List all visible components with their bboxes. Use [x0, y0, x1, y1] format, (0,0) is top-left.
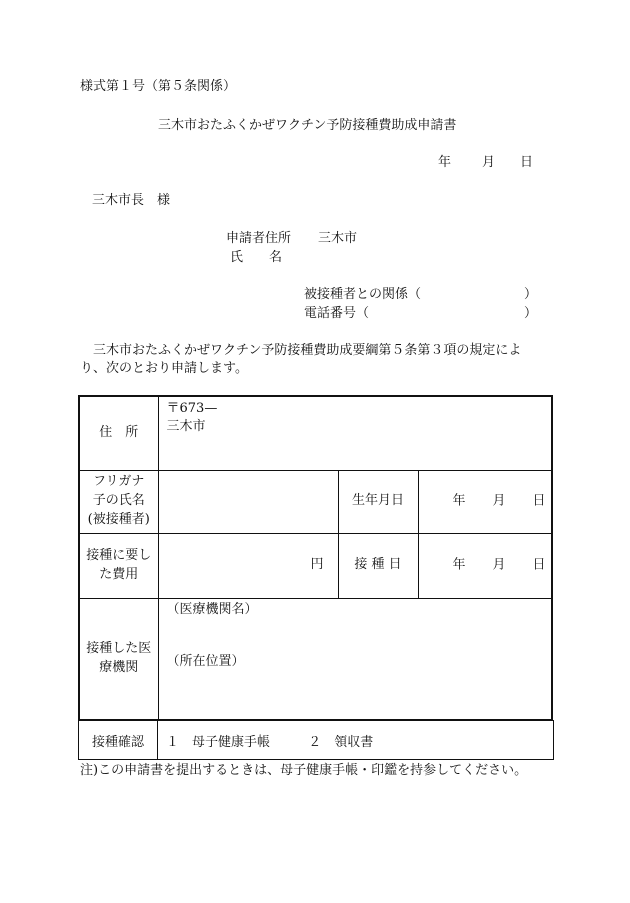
- hospital-label: [79, 598, 158, 720]
- hospital-label-line1: 接種した医: [86, 640, 152, 656]
- confirmation-row: [79, 721, 554, 760]
- child-name-label: [79, 470, 158, 533]
- address-label: 住 所: [79, 396, 158, 470]
- birthdate-label: 生年月日: [338, 470, 418, 533]
- body-text-line1: 三木市おたふくかぜワクチン予防接種費助成要綱第５条第３項の規定によ: [80, 343, 522, 358]
- footnote: 注)この申請書を提出するときは、母子健康手帳・印鑑を持参してください。: [80, 763, 528, 778]
- date-day: 日: [520, 155, 534, 170]
- confirmation-options: [158, 721, 554, 760]
- birthdate-field[interactable]: [418, 470, 552, 533]
- birth-year: 年: [452, 493, 466, 509]
- hospital-name-label: （医療機関名）: [166, 601, 258, 617]
- cost-label-line1: 接種に要し: [86, 547, 152, 563]
- cost-row: [79, 533, 552, 598]
- form-number: 様式第１号（第５条関係）: [80, 79, 237, 94]
- birth-day: 日: [532, 493, 546, 509]
- hospital-location-label: （所在位置）: [166, 653, 245, 669]
- vaccination-month: 月: [492, 557, 506, 573]
- address-city: 三木市: [166, 419, 206, 434]
- application-table: [78, 395, 553, 721]
- child-name-field[interactable]: [158, 470, 338, 533]
- vaccination-date-label: 接 種 日: [338, 533, 418, 598]
- relation-close: ）: [524, 287, 538, 302]
- birth-month: 月: [492, 493, 506, 509]
- option-maternal-handbook[interactable]: １ 母子健康手帳: [166, 734, 271, 750]
- vaccinee-label: (被接種者): [87, 511, 150, 527]
- furigana-label: フリガナ: [93, 474, 145, 490]
- vaccination-day: 日: [532, 557, 546, 573]
- child-name-text: 子の氏名: [92, 493, 145, 509]
- address-field[interactable]: [158, 396, 552, 470]
- body-text-line2: り、次のとおり申請します。: [80, 361, 248, 376]
- vaccination-date-field[interactable]: [418, 533, 552, 598]
- address-row: [79, 396, 552, 470]
- vaccination-year: 年: [452, 557, 466, 573]
- cost-field[interactable]: [158, 533, 338, 598]
- phone-label: 電話番号（: [304, 306, 370, 321]
- option-receipt[interactable]: ２ 領収書: [308, 734, 374, 750]
- postal-prefix: 〒673—: [166, 401, 218, 416]
- date-year: 年: [438, 155, 452, 170]
- yen-unit: 円: [310, 557, 324, 573]
- applicant-address-label: 申請者住所: [226, 231, 292, 246]
- hospital-label-line2: 療機関: [99, 659, 139, 675]
- phone-close: ）: [524, 306, 538, 321]
- relation-label: 被接種者との関係（: [304, 287, 422, 302]
- confirmation-table: [78, 720, 554, 760]
- form-title: 三木市おたふくかぜワクチン予防接種費助成申請書: [158, 118, 457, 133]
- date-month: 月: [482, 155, 496, 170]
- child-row: [79, 470, 552, 533]
- cost-label: [79, 533, 158, 598]
- hospital-field[interactable]: [158, 598, 552, 720]
- confirmation-label: 接種確認: [79, 721, 158, 760]
- applicant-name-label: 氏 名: [230, 250, 283, 265]
- addressee: 三木市長 様: [92, 193, 171, 208]
- applicant-address-value: 三木市: [318, 231, 358, 246]
- cost-label-line2: た費用: [99, 566, 139, 582]
- hospital-row: [79, 598, 552, 720]
